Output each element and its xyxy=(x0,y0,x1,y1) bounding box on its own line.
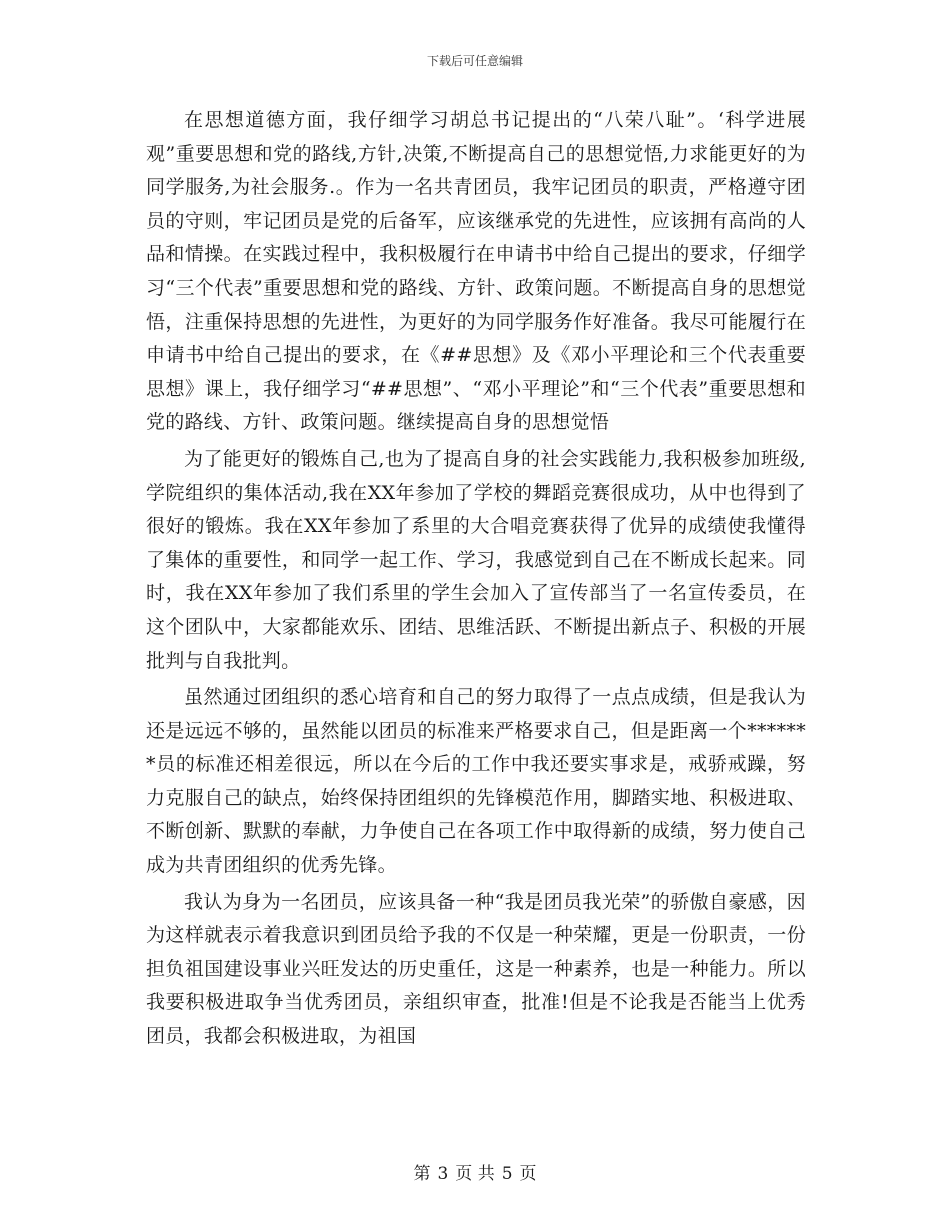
page-label-suffix: 页 xyxy=(519,1164,537,1184)
page-label-middle: 页 共 xyxy=(455,1164,495,1184)
paragraph-pride: 我认为身为一名团员，应该具备一种“我是团员我光荣”的骄傲自豪感，因为这样就表示着我意识到团员给予我的不仅是一种荣耀，更是一份职责，一份担负祖国建设事业兴旺发达的历史重任，这是一种素养，也是一种能力。所以我要积极进取争当优秀团员，亲组织审查，批准!但是不论我是否能当上优秀团员，我都会积极进取，为祖国 xyxy=(146,890,806,1048)
body-text xyxy=(146,104,806,1054)
running-header: 下载后可任意编辑 xyxy=(426,54,523,68)
paragraph-activities: 为了能更好的锻炼自己,也为了提高自身的社会实践能力,我积极参加班级,学院组织的集体活动,我在XX年参加了学校的舞蹈竞赛很成功，从中也得到了很好的锻炼。我在XX年参加了系里的大合唱竞赛获得了优异的成绩使我懂得了集体的重要性，和同学一起工作、学习，我感觉到自己在不断成长起来。同时，我在XX年参加了我们系里的学生会加入了宣传部当了一名宣传委员，在这个团队中，大家都能欢乐、团结、思维活跃、不断提出新点子、积极的开展批判与自我批判。 xyxy=(146,447,806,672)
page-label-prefix: 第 xyxy=(413,1164,431,1184)
paragraph-ideology: 在思想道德方面，我仔细学习胡总书记提出的“八荣八耻”。‘科学进展观”重要思想和党的路线,方针,决策,不断提高自己的思想觉悟,力求能更好的为同学服务,为社会服务.。作为一名共青团员，我牢记团员的职责，严格遵守团员的守则，牢记团员是党的后备军，应该继承党的先进性，应该拥有高尚的人品和情操。在实践过程中，我积极履行在申请书中给自己提出的要求，仔细学习“三个代表”重要思想和党的路线、方针、政策问题。不断提高自身的思想觉悟，注重保持思想的先进性，为更好的为同学服务作好准备。我尽可能履行在申请书中给自己提出的要求，在《##思想》及《邓小平理论和三个代表重要思想》课上，我仔细学习“##思想”、“邓小平理论”和“三个代表”重要思想和党的路线、方针、政策问题。继续提高自身的思想觉悟 xyxy=(146,109,806,434)
page-footer xyxy=(0,1164,950,1184)
page-total: 5 xyxy=(501,1164,513,1184)
paragraph-shortcomings: 虽然通过团组织的悉心培育和自己的努力取得了一点点成绩，但是我认为还是远远不够的，虽然能以团员的标准来严格要求自己，但是距离一个*******员的标准还相差很远，所以在今后的工作中我还要实事求是，戒骄戒躁，努力克服自己的缺点，始终保持团组织的先锋模范作用，脚踏实地、积极进取、不断创新、默默的奉献，力争使自己在各项工作中取得新的成绩，努力使自己成为共青团组织的优秀先锋。 xyxy=(146,686,806,877)
page-number: 3 xyxy=(437,1164,449,1184)
